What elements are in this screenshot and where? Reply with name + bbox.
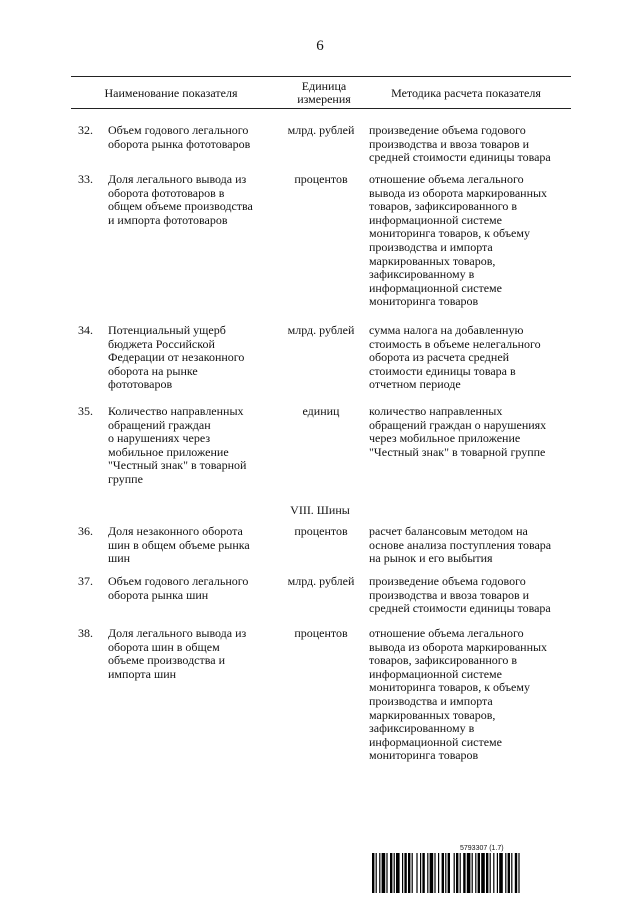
method-line: информационной системе <box>369 666 502 681</box>
method <box>369 525 574 566</box>
method-line: обращений граждан о нарушениях <box>369 417 547 432</box>
barcode-bar <box>438 853 439 893</box>
indicator-name-line: фототоваров <box>108 377 173 392</box>
header-unit-line-1: Единица <box>301 79 347 93</box>
barcode-bar <box>402 853 403 893</box>
unit: процентов <box>294 524 348 538</box>
method-line: зафиксированному в <box>369 721 475 736</box>
method-line: мониторинга товаров <box>369 748 479 763</box>
method <box>369 124 574 165</box>
table-header <box>71 76 571 109</box>
method-line: мониторинга товаров, к объему <box>369 680 530 695</box>
method-line: на рынок и его выбытия <box>369 551 493 566</box>
method-line: зафиксированному в <box>369 267 475 282</box>
indicator-name-line: шин в общем объеме рынка <box>108 537 250 552</box>
method-line: маркированных товаров, <box>369 253 496 268</box>
section-title: VIII. Шины <box>290 503 350 517</box>
barcode-bar <box>499 853 503 893</box>
indicator-name-line: оборота рынка шин <box>108 587 209 602</box>
barcode-bar <box>379 853 380 893</box>
indicator-name <box>108 627 273 681</box>
method <box>369 405 574 459</box>
barcode-bar <box>493 853 494 893</box>
barcode-bar <box>382 853 386 893</box>
unit: процентов <box>294 626 348 640</box>
row-number: 32. <box>78 123 93 137</box>
barcode-number: 5793307 (1.7) <box>460 845 504 852</box>
indicator-name <box>108 173 273 227</box>
indicator-name-line: Доля легального вывода из <box>108 626 247 640</box>
indicator-name-line: Объем годового легального <box>108 123 249 137</box>
barcode <box>372 845 587 895</box>
method-line: товаров, зафиксированного в <box>369 653 518 668</box>
method-line: производства и импорта <box>369 239 493 254</box>
barcode-bar <box>467 853 471 893</box>
barcode-bar <box>456 853 458 893</box>
row-number: 38. <box>78 626 93 640</box>
indicator-name-line: Доля незаконного оборота <box>108 524 243 538</box>
indicator-name <box>108 324 273 392</box>
method-line: вывода из оборота маркированных <box>369 639 548 654</box>
barcode-bar <box>445 853 446 893</box>
method <box>369 627 574 763</box>
barcode-bar <box>486 853 488 893</box>
method-line: "Честный знак" в товарной группе <box>369 444 546 459</box>
indicator-name <box>108 405 273 487</box>
barcode-bar <box>420 853 421 893</box>
indicator-name-line: и импорта фототоваров <box>108 212 228 227</box>
indicator-name-line: шин <box>108 551 131 566</box>
method <box>369 324 574 392</box>
indicator-name-line: оборота фототоваров в <box>108 185 225 200</box>
method-line: отношение объема легального <box>369 172 524 186</box>
barcode-bar <box>472 853 473 893</box>
row-number: 34. <box>78 323 93 337</box>
method-line: произведение объема годового <box>369 574 526 588</box>
method-line: информационной системе <box>369 734 502 749</box>
method-line: основе анализа поступления товара <box>369 537 552 552</box>
indicator-name-line: мобильное приложение <box>108 444 229 459</box>
barcode-bar <box>390 853 392 893</box>
page-number: 6 <box>316 38 324 54</box>
indicator-name-line: оборота рынка фототоваров <box>108 136 251 151</box>
barcode-bar <box>396 853 400 893</box>
barcode-bar <box>463 853 465 893</box>
barcode-bar <box>408 853 410 893</box>
method-line: расчет балансовым методом на <box>369 524 528 538</box>
row-number: 35. <box>78 404 93 418</box>
indicator-name <box>108 124 273 151</box>
barcode-bar <box>505 853 506 893</box>
barcode-bar <box>442 853 444 893</box>
indicator-name-line: Потенциальный ущерб <box>108 323 226 337</box>
barcode-bar <box>416 853 417 893</box>
method-line: количество направленных <box>369 404 503 418</box>
method-line: информационной системе <box>369 212 502 227</box>
method-line: производства и ввоза товаров и <box>369 587 530 602</box>
barcode-bar <box>518 853 519 893</box>
method-line: отчетном периоде <box>369 377 461 392</box>
barcode-bar <box>454 853 455 893</box>
barcode-bar <box>394 853 395 893</box>
indicator-name-line: бюджета Российской <box>108 336 215 351</box>
unit: единиц <box>302 404 340 418</box>
method-line: производства и импорта <box>369 693 493 708</box>
method-line: стоимости единицы товара в <box>369 363 516 378</box>
unit: процентов <box>294 172 348 186</box>
barcode-bar <box>430 853 434 893</box>
header-name-column: Наименование показателя <box>104 86 238 100</box>
header-unit-column <box>284 80 364 106</box>
unit: млрд. рублей <box>287 574 355 588</box>
method-line: сумма налога на добавленную <box>369 323 524 337</box>
indicator-name-line: оборота на рынке <box>108 363 198 378</box>
indicator-name <box>108 525 273 566</box>
barcode-bar <box>515 853 517 893</box>
indicator-name-line: обращений граждан <box>108 417 211 432</box>
barcode-bar <box>460 853 461 893</box>
barcode-bar <box>412 853 413 893</box>
header-method-column: Методика расчета показателя <box>391 86 541 100</box>
indicator-name-line: Количество направленных <box>108 404 244 418</box>
barcode-bar <box>508 853 510 893</box>
method-line: производства и ввоза товаров и <box>369 136 530 151</box>
barcode-bar <box>404 853 406 893</box>
barcode-bars-icon <box>372 853 587 893</box>
method-line: мониторинга товаров <box>369 294 479 309</box>
method-line: оборота из расчета средней <box>369 350 510 365</box>
barcode-bar <box>386 853 387 893</box>
method-line: вывода из оборота маркированных <box>369 185 548 200</box>
barcode-bar <box>475 853 476 893</box>
barcode-bar <box>376 853 377 893</box>
unit: млрд. рублей <box>287 323 355 337</box>
indicator-name-line: Доля легального вывода из <box>108 172 247 186</box>
barcode-bar <box>448 853 450 893</box>
row-number: 33. <box>78 172 93 186</box>
indicator-name-line: импорта шин <box>108 666 177 681</box>
method-line: средней стоимости единицы товара <box>369 150 551 165</box>
barcode-bar <box>497 853 498 893</box>
barcode-bar <box>490 853 491 893</box>
method-line: через мобильное приложение <box>369 431 521 446</box>
method-line: произведение объема годового <box>369 123 526 137</box>
barcode-bar <box>372 853 374 893</box>
indicator-name-line: "Честный знак" в товарной <box>108 458 247 473</box>
indicator-name-line: Федерации от незаконного <box>108 350 245 365</box>
indicator-name-line: Объем годового легального <box>108 574 249 588</box>
indicator-name-line: группе <box>108 471 143 486</box>
method-line: мониторинга товаров, к объему <box>369 226 530 241</box>
method-line: информационной системе <box>369 280 502 295</box>
method-line: средней стоимости единицы товара <box>369 601 551 616</box>
method-line: маркированных товаров, <box>369 707 496 722</box>
indicator-name <box>108 575 273 602</box>
row-number: 36. <box>78 524 93 538</box>
header-unit-line-2: измерения <box>297 92 351 106</box>
unit: млрд. рублей <box>287 123 355 137</box>
method <box>369 173 574 309</box>
method <box>369 575 574 616</box>
indicator-name-line: о нарушениях через <box>108 431 211 446</box>
barcode-bar <box>478 853 480 893</box>
method-line: товаров, зафиксированного в <box>369 199 518 214</box>
indicator-name-line: объеме производства и <box>108 653 226 668</box>
row-number: 37. <box>78 574 93 588</box>
indicator-name-line: общем объеме производства <box>108 199 253 214</box>
method-line: отношение объема легального <box>369 626 524 640</box>
indicator-name-line: оборота шин в общем <box>108 639 220 654</box>
method-line: стоимость в объеме нелегального <box>369 336 541 351</box>
barcode-bar <box>427 853 428 893</box>
barcode-bar <box>511 853 512 893</box>
barcode-bar <box>422 853 424 893</box>
barcode-bar <box>434 853 435 893</box>
barcode-bar <box>481 853 485 893</box>
